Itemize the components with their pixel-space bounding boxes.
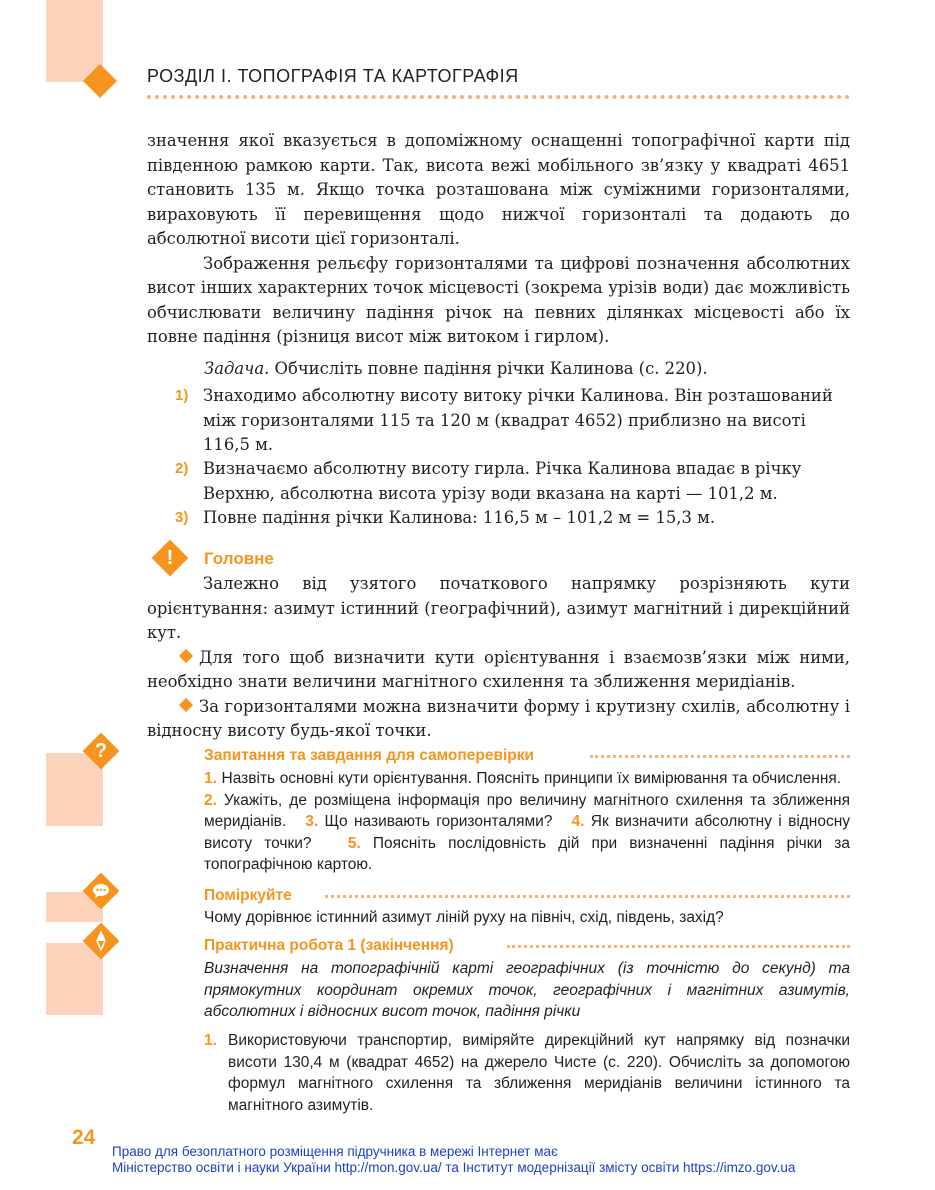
practical-subtitle: Визначення на топографічній карті географічних (із точністю до секунд) та прямокутних координат окремих точок, географічних і магнітних азимутів, абсолютних і відносних висот точок, падіння річки xyxy=(204,960,850,1020)
step-number: 2) xyxy=(175,460,189,477)
practical-item-number: 1. xyxy=(204,1032,217,1049)
body-text xyxy=(147,129,850,350)
chapter-title: РОЗДІЛ І. ТОПОГРАФІЯ ТА КАРТОГРАФІЯ xyxy=(147,66,519,86)
footer-line-2: Міністерство освіти і науки України http://mon.gov.ua/ та Інститут модернізації змісту освіти https://imzo.gov.ua xyxy=(112,1160,796,1175)
exclamation-icon: ! xyxy=(152,540,188,576)
task-step xyxy=(147,457,850,506)
question-text: Що називають горизонталями? xyxy=(324,813,553,830)
task-text: Обчисліть повне падіння річки Калинова (с. 220). xyxy=(269,359,708,378)
step-text: Знаходимо абсолютну висоту витоку річки Калинова. Він розташований між горизонталями 115 та 120 м (квадрат 4652) приблизно на висоті 116,5 м. xyxy=(203,386,833,454)
compass-needle-icon xyxy=(83,923,119,959)
step-text: Повне падіння річки Калинова: 116,5 м – 101,2 м = 15,3 м. xyxy=(203,508,716,527)
footer-line-1: Право для безоплатного розміщення підручника в мережі Інтернет має xyxy=(112,1144,558,1159)
speech-bubble-icon xyxy=(83,873,119,909)
think-title: Поміркуйте xyxy=(204,887,292,904)
main-box-item: За горизонталями можна визначити форму і крутизну схилів, абсолютну і відносну висоту будь-якої точки. xyxy=(147,696,850,740)
page-number: 24 xyxy=(72,1126,96,1149)
step-number: 3) xyxy=(175,509,189,526)
questions-list xyxy=(204,768,850,876)
question-number: 5. xyxy=(347,834,361,852)
think-text: Чому дорівнює істинний азимут ліній руху на північ, схід, південь, захід? xyxy=(204,909,724,926)
question-icon: ? xyxy=(83,733,119,769)
task-label: Задача. xyxy=(204,359,270,378)
task-step xyxy=(147,384,850,458)
header-rule xyxy=(147,95,850,105)
step-text: Визначаємо абсолютну висоту гирла. Річка Калинова впадає в річку Верхню, абсолютна висота урізу води вказана на карті — 101,2 м. xyxy=(203,459,802,503)
task-intro xyxy=(204,359,708,378)
question-number: 3. xyxy=(305,813,319,830)
practical-title: Практична робота 1 (закінчення) xyxy=(204,937,454,954)
paragraph: Зображення рельєфу горизонталями та цифрові позначення абсолютних висот інших характерних точок місцевості (зокрема урізів води) дає можливість обчислювати величину падіння річок на певних ділянках місцевості або їх повне падіння (різниця висот між витоком і гирлом). xyxy=(147,253,850,346)
questions-rule xyxy=(590,755,850,764)
bullet-diamond-icon xyxy=(179,648,193,662)
questions-title: Запитання та завдання для самоперевірки xyxy=(204,747,535,764)
task-step xyxy=(147,506,850,531)
question-text: Укажіть, де розміщена інформація про величину магнітного схилення та зближення меридіанів. xyxy=(204,791,851,830)
step-number: 1) xyxy=(175,387,189,404)
practical-item-text: Використовуючи транспортир, виміряйте дирекційний кут напрямку від позначки висоти 130,4 м (квадрат 4652) на джерело Чисте (с. 220). Обчисліть за допомогою формул магнітного схилення та зближення меридіанів величини істинного та магнітного азимутів. xyxy=(228,1032,850,1114)
bullet-diamond-icon xyxy=(179,697,193,711)
main-box-body xyxy=(147,572,850,744)
paragraph: значення якої вказується в допоміжному оснащенні топографічної карти під південною рамкою карти. Так, висота вежі мобільного зв’язку у квадраті 4651 становить 135 м. Якщо точка розташована між суміжними горизонталями, вираховують її перевищення щодо нижчої горизонталі та додають до абсолютної висоти цієї горизонталі. xyxy=(147,131,850,248)
question-number: 4. xyxy=(571,813,585,830)
question-number: 1. xyxy=(204,770,217,787)
main-box-item: Залежно від узятого початкового напрямку розрізняють кути орієнтування: азимут істинний (географічний), азимут магнітний і дирекційний кут. xyxy=(147,574,850,642)
think-rule xyxy=(325,895,850,904)
practical-item xyxy=(204,1030,850,1116)
question-text: Як визначити абсолютну і відносну висоту точки? xyxy=(204,813,851,852)
question-text: Поясніть послідовність дій при визначенні падіння річки за топографічною картою. xyxy=(204,834,850,873)
question-number: 2. xyxy=(204,791,217,809)
question-text: Назвіть основні кути орієнтування. Поясніть принципи їх вимірювання та обчислення. xyxy=(221,770,842,787)
main-box-item: Для того щоб визначити кути орієнтування і взаємозв’язки між ними, необхідно знати величини магнітного схилення та зближення меридіанів. xyxy=(147,647,850,691)
main-box-title: Головне xyxy=(204,549,274,568)
practical-rule xyxy=(507,945,850,954)
